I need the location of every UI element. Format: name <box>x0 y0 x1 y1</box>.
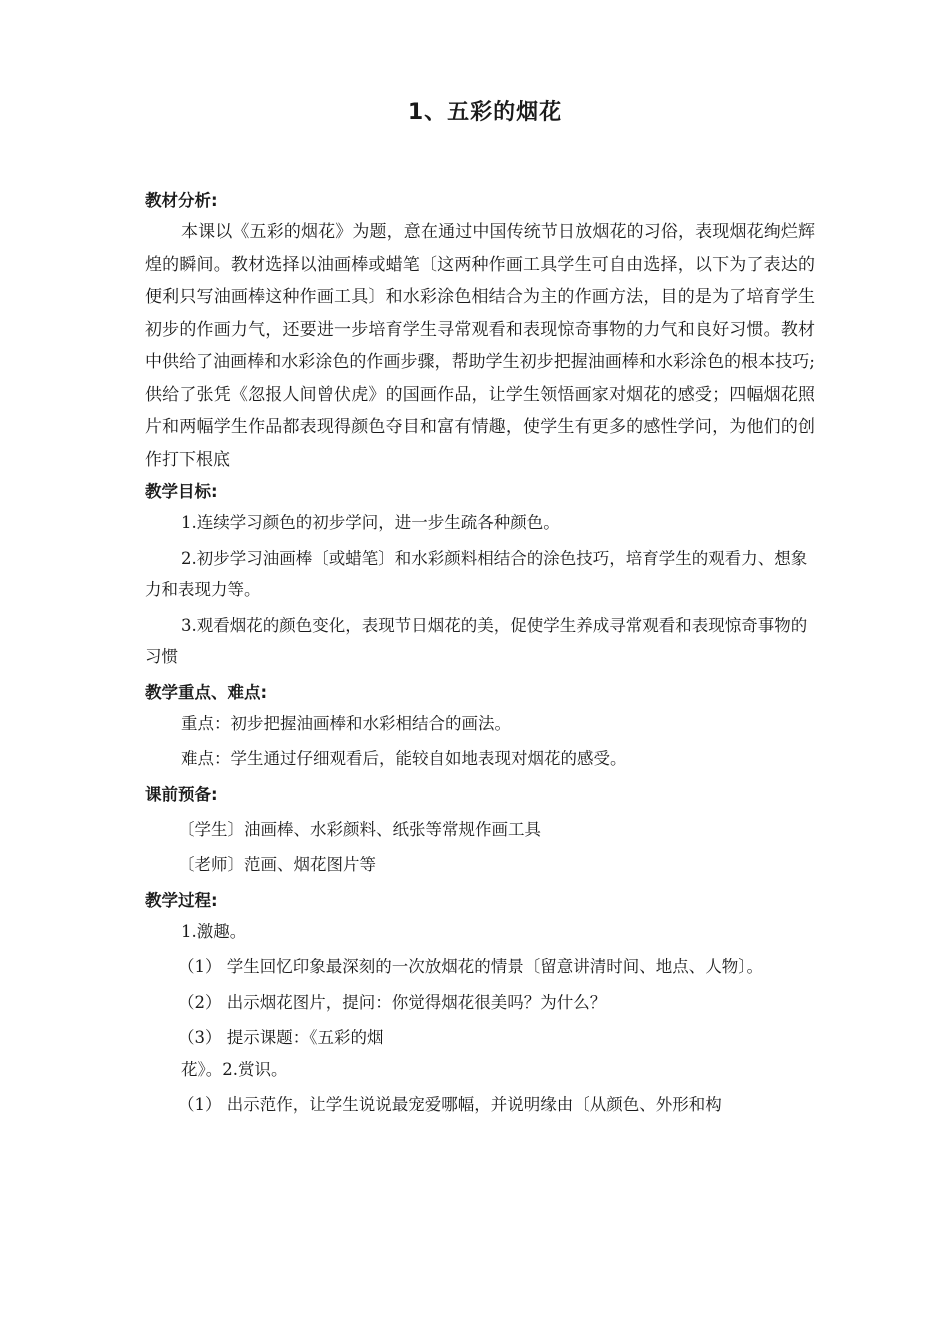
process-item: （3） 提示课题：《五彩的烟 <box>178 1028 384 1047</box>
document-page <box>145 96 815 1121</box>
keypoint-item: 重点：初步把握油画棒和水彩相结合的画法。 <box>181 713 511 733</box>
prep-item: 〔学生〕油画棒、水彩颜料、纸张等常规作画工具 <box>178 819 541 839</box>
process-item: （2） 出示烟花图片，提问：你觉得烟花很美吗？为什么？ <box>178 992 607 1012</box>
section-heading-prep: 课前预备: <box>145 784 218 804</box>
process-item: 花》。2.赏识。 <box>181 1059 288 1079</box>
goal-item: 2.初步学习油画棒〔或蜡笔〕和水彩颜料相结合的涂色技巧，培育学生的观看力、想象力和表现力等。 <box>145 548 808 599</box>
process-item: （1） 出示范作，让学生说说最宠爱哪幅，并说明缘由〔从颜色、外形和构 <box>178 1095 722 1114</box>
section-heading-keypoints: 教学重点、难点: <box>145 682 268 702</box>
section-heading-process: 教学过程: <box>145 890 218 910</box>
prep-item: 〔老师〕范画、烟花图片等 <box>178 855 376 874</box>
section-heading-analysis: 教材分析: <box>145 191 218 210</box>
analysis-paragraph: 本课以《五彩的烟花》为题，意在通过中国传统节日放烟花的习俗，表现烟花绚烂辉煌的瞬间。教材选择以油画棒或蜡笔〔这两种作画工具学生可自由选择，以下为了表达的便利只写油画棒这种作画工具〕和水彩涂色相结合为主的作画方法，目的是为了培育学生初步的作画力气，还要进一步培育学生寻常观看和表现惊奇事物的力气和良好习惯。教材中供给了油画棒和水彩涂色的作画步骤，帮助学生初步把握油画棒和水彩涂色的根本技巧;供给了张凭《忽报人间曾伏虎》的国画作品，让学生领悟画家对烟花的感受；四幅烟花照片和两幅学生作品都表现得颜色夺目和富有情趣，使学生有更多的感性学问，为他们的创作打下根底 <box>145 222 815 470</box>
process-item: 1.激趣。 <box>181 921 247 941</box>
keypoint-item: 难点：学生通过仔细观看后，能较自如地表现对烟花的感受。 <box>181 749 627 768</box>
page-title: 1、五彩的烟花 <box>407 100 563 125</box>
section-heading-goals: 教学目标: <box>145 482 218 501</box>
goal-item: 1.连续学习颜色的初步学问，进一步生疏各种颜色。 <box>181 513 560 532</box>
goal-item: 3.观看烟花的颜色变化，表现节日烟花的美，促使学生养成寻常观看和表现惊奇事物的习惯 <box>145 615 808 666</box>
process-item: （1） 学生回忆印象最深刻的一次放烟花的情景〔留意讲清时间、地点、人物〕。 <box>178 957 763 976</box>
